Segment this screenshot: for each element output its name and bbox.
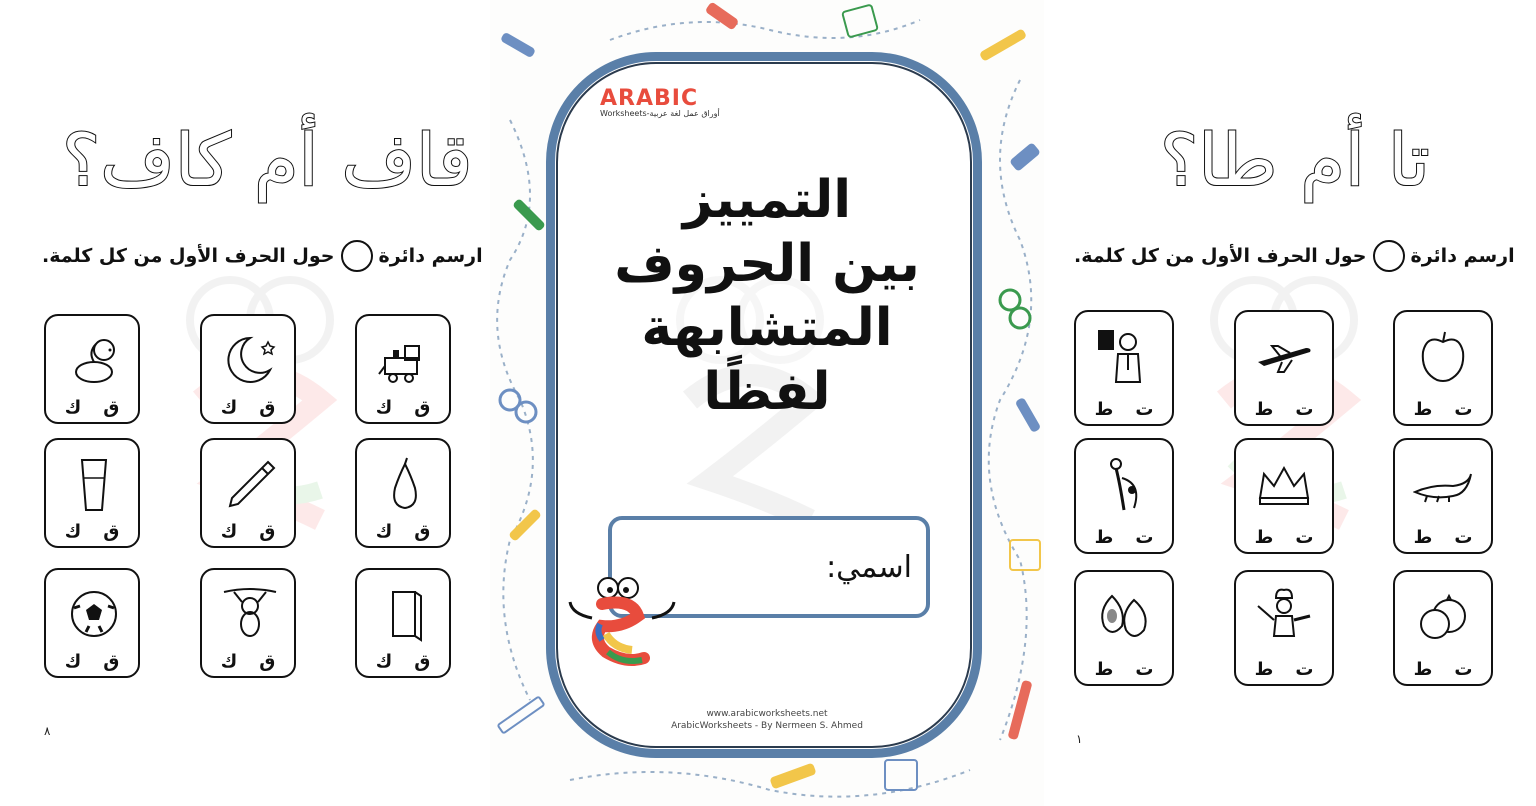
circle-icon	[1373, 240, 1405, 272]
letter-ain-mascot-icon	[562, 568, 682, 688]
glass-icon	[64, 454, 124, 514]
picture-card[interactable]	[1234, 438, 1334, 554]
instruction-part-2: حول الحرف الأول من كل كلمة.	[42, 245, 335, 267]
title-line-4: لفظًا	[703, 362, 831, 422]
letter-option[interactable]: ق	[259, 651, 276, 672]
picture-card[interactable]	[355, 568, 451, 678]
letter-option[interactable]: ق	[414, 651, 431, 672]
picture-card[interactable]	[200, 314, 296, 424]
letter-option[interactable]: ت	[1295, 527, 1314, 548]
dog-icon	[64, 330, 124, 390]
instruction-part-1: ارسم دائرة	[378, 245, 483, 267]
letter-option[interactable]: ق	[414, 397, 431, 418]
circle-icon	[341, 240, 373, 272]
letter-option[interactable]: ط	[1413, 527, 1433, 548]
letter-option[interactable]: ط	[1254, 399, 1274, 420]
airplane-icon	[1254, 326, 1314, 386]
picture-card[interactable]	[1074, 310, 1174, 426]
picture-card[interactable]	[1074, 570, 1174, 686]
letter-option[interactable]: ق	[103, 397, 120, 418]
letter-option[interactable]: ك	[375, 521, 393, 542]
pear-icon	[375, 454, 435, 514]
moon-icon	[220, 330, 280, 390]
page-number: ١	[1076, 732, 1083, 746]
name-label: اسمي:	[826, 550, 912, 585]
title-line-2: بين الحروف	[614, 234, 920, 294]
letter-option[interactable]: ت	[1454, 659, 1473, 680]
instruction-part-1: ارسم دائرة	[1410, 245, 1515, 267]
letter-option[interactable]: ق	[414, 521, 431, 542]
logo-subtitle: Worksheets-أوراق عمل لغة عربية	[600, 109, 720, 118]
page-title: قاف أم كاف؟	[62, 118, 473, 202]
cover-page	[490, 0, 1044, 806]
picture-card[interactable]	[44, 568, 140, 678]
left-worksheet-page	[0, 0, 490, 806]
picture-card[interactable]	[1234, 570, 1334, 686]
footer-credit: ArabicWorksheets - By Nermeen S. Ahmed	[671, 721, 863, 731]
letter-option[interactable]: ك	[375, 651, 393, 672]
letter-option[interactable]: ت	[1454, 399, 1473, 420]
book-icon	[375, 584, 435, 644]
page-number: ٨	[44, 724, 51, 738]
picture-card[interactable]	[200, 438, 296, 548]
figs-icon	[1094, 586, 1154, 646]
letter-option[interactable]: ك	[64, 397, 82, 418]
picture-card[interactable]	[1393, 438, 1493, 554]
letter-option[interactable]: ق	[103, 521, 120, 542]
letter-option[interactable]: ت	[1454, 527, 1473, 548]
letter-option[interactable]: ت	[1135, 659, 1154, 680]
picture-card[interactable]	[44, 314, 140, 424]
letter-option[interactable]: ك	[220, 521, 238, 542]
monkey-icon	[220, 584, 280, 644]
arabic-worksheets-logo	[600, 86, 720, 118]
letter-option[interactable]: ط	[1413, 659, 1433, 680]
pen-icon	[220, 454, 280, 514]
letter-option[interactable]: ق	[259, 521, 276, 542]
cover-footer	[490, 708, 1044, 732]
letter-option[interactable]: ك	[375, 397, 393, 418]
picture-card[interactable]	[1074, 438, 1174, 554]
ball-icon	[64, 584, 124, 644]
instruction-text	[42, 240, 483, 272]
letter-option[interactable]: ت	[1295, 659, 1314, 680]
letter-option[interactable]: ق	[103, 651, 120, 672]
logo-text: ARABIC	[600, 86, 699, 111]
picture-card[interactable]	[1234, 310, 1334, 426]
picture-card[interactable]	[1393, 570, 1493, 686]
letter-option[interactable]: ط	[1094, 527, 1114, 548]
letter-option[interactable]: ك	[220, 397, 238, 418]
footer-url[interactable]: www.arabicworksheets.net	[706, 709, 828, 719]
picture-card[interactable]	[1393, 310, 1493, 426]
letter-option[interactable]: ط	[1254, 527, 1274, 548]
chef-icon	[1254, 586, 1314, 646]
letter-option[interactable]: ت	[1135, 527, 1154, 548]
letter-option[interactable]: ط	[1254, 659, 1274, 680]
letter-option[interactable]: ط	[1094, 399, 1114, 420]
letter-option[interactable]: ك	[64, 651, 82, 672]
right-worksheet-page	[1044, 0, 1536, 806]
picture-card[interactable]	[44, 438, 140, 548]
instruction-text	[1074, 240, 1515, 272]
page-title: تا أم طا؟	[1160, 118, 1430, 202]
instruction-part-2: حول الحرف الأول من كل كلمة.	[1074, 245, 1367, 267]
letter-option[interactable]: ط	[1094, 659, 1114, 680]
picture-card[interactable]	[355, 314, 451, 424]
letter-option[interactable]: ك	[64, 521, 82, 542]
crown-icon	[1254, 454, 1314, 514]
letter-option[interactable]: ك	[220, 651, 238, 672]
letter-option[interactable]: ق	[259, 397, 276, 418]
tomato-icon	[1413, 586, 1473, 646]
doctor-icon	[1094, 326, 1154, 386]
letter-option[interactable]: ت	[1295, 399, 1314, 420]
apple-icon	[1413, 326, 1473, 386]
title-line-3: المتشابهة	[641, 298, 893, 358]
letter-option[interactable]: ت	[1135, 399, 1154, 420]
train-icon	[375, 330, 435, 390]
title-line-1: التمييز	[682, 170, 852, 230]
peacock-icon	[1094, 454, 1154, 514]
crocodile-icon	[1413, 454, 1473, 514]
letter-option[interactable]: ط	[1413, 399, 1433, 420]
cover-title	[610, 168, 924, 424]
picture-card[interactable]	[355, 438, 451, 548]
picture-card[interactable]	[200, 568, 296, 678]
